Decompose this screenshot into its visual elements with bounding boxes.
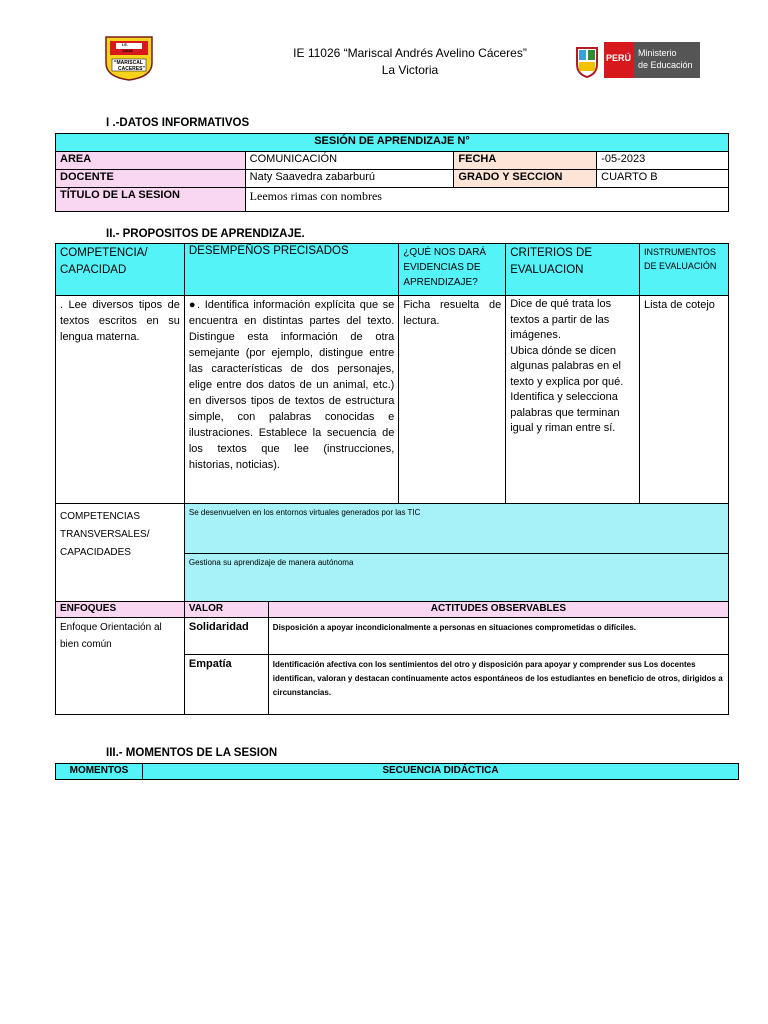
school-name: IE 11026 “Mariscal Andrés Avelino Cáceres” [293, 46, 527, 60]
criterios-value: Dice de qué trata los textos a partir de las imágenes. Ubica dónde se dicen algunas palabras en el texto y explica por qué. Identifica y selecciona palabras que terminan igual y riman entre sí. [506, 296, 640, 504]
secuencia-label: SECUENCIA DIDÁCTICA [142, 764, 738, 780]
header-instrumentos: INSTRUMENTOS DE EVALUACIÓN [639, 244, 728, 296]
school-logo-top: I.E. [122, 42, 129, 47]
actitud-solidaridad: Disposición a apoyar incondicionalmente a personas en situaciones comprometidas o difíciles. [268, 618, 728, 655]
fecha-value: -05-2023 [597, 152, 729, 170]
momentos-label: MOMENTOS [56, 764, 143, 780]
titulo-label: TÍTULO DE LA SESION [56, 188, 246, 212]
header-criterios: CRITERIOS DE EVALUACION [506, 244, 640, 296]
competencia-value: . Lee diversos tipos de textos escritos en su lengua materna. [56, 296, 185, 504]
section3-heading: III.- MOMENTOS DE LA SESION [106, 747, 278, 759]
enfoque-empty [56, 654, 185, 714]
transversal-2: Gestiona su aprendizaje de manera autónoma [184, 554, 728, 602]
grado-label: GRADO Y SECCION [454, 170, 597, 188]
fecha-label: FECHA [454, 152, 597, 170]
transversales-label: COMPETENCIAS TRANSVERSALES/ CAPACIDADES [56, 504, 185, 602]
session-title: SESIÓN DE APRENDIZAJE N° [56, 134, 729, 152]
school-logo-name2: CACERES” [118, 66, 145, 72]
ministry-country: PERÚ [606, 53, 632, 63]
instrumentos-value: Lista de cotejo [639, 296, 728, 504]
valor-label: VALOR [184, 602, 268, 618]
evidencias-value: Ficha resuelta de lectura. [399, 296, 506, 504]
district-name: La Victoria [381, 63, 439, 77]
transversal-1: Se desenvuelven en los entornos virtuales generados por las TIC [184, 504, 728, 554]
section2-heading: II.- PROPOSITOS DE APRENDIZAJE. [106, 228, 305, 240]
school-logo-name1: “MARISCAL [114, 60, 143, 66]
desempenos-value: ●. Identifica información explícita que se encuentra en distintas partes del texto. Distingue esta información de otra semejante (por ejemplo, distingue entre las características de dos personajes, elige entre dos datos de un animal, etc.) en diversos tipos de textos de estructura simple, con palabras conocidas e ilustraciones. Establece la secuencia de los textos que lee (instrucciones, historias, noticias). [184, 296, 398, 504]
ministry-line2: de Educación [638, 60, 693, 70]
datos-informativos-table [55, 133, 729, 212]
titulo-value: Leemos rimas con nombres [245, 188, 728, 212]
valor-empatia: Empatía [184, 654, 268, 714]
docente-value: Naty Saavedra zabarburú [245, 170, 454, 188]
peru-crest-icon [574, 44, 600, 78]
valor-solidaridad: Solidaridad [184, 618, 268, 655]
grado-value: CUARTO B [597, 170, 729, 188]
actitudes-label: ACTITUDES OBSERVABLES [268, 602, 728, 618]
actitud-empatia: Identificación afectiva con los sentimientos del otro y disposición para apoyar y comprender sus Los docentes identifican, valoran y destacan continuamente actos espontáneos de los estudiantes en beneficio de otros, dirigidos a circunstancias. [268, 654, 728, 714]
school-logo-number: 11026 [122, 48, 133, 53]
header-desempenos: DESEMPEÑOS PRECISADOS [184, 244, 398, 296]
school-logo [104, 33, 154, 81]
header-evidencias: ¿QUÉ NOS DARÁ EVIDENCIAS DE APRENDIZAJE? [399, 244, 506, 296]
area-value: COMUNICACIÓN [245, 152, 454, 170]
enfoque-value: Enfoque Orientación al bien común [56, 618, 185, 655]
area-label: AREA [56, 152, 246, 170]
docente-label: DOCENTE [56, 170, 246, 188]
ministry-logo [604, 42, 700, 78]
section1-heading: I .-DATOS INFORMATIVOS [106, 117, 250, 129]
header-competencia: COMPETENCIA/ CAPACIDAD [56, 244, 185, 296]
enfoques-label: ENFOQUES [56, 602, 185, 618]
ministry-line1: Ministerio [638, 48, 677, 58]
propositos-table [55, 243, 729, 715]
momentos-table [55, 763, 739, 780]
